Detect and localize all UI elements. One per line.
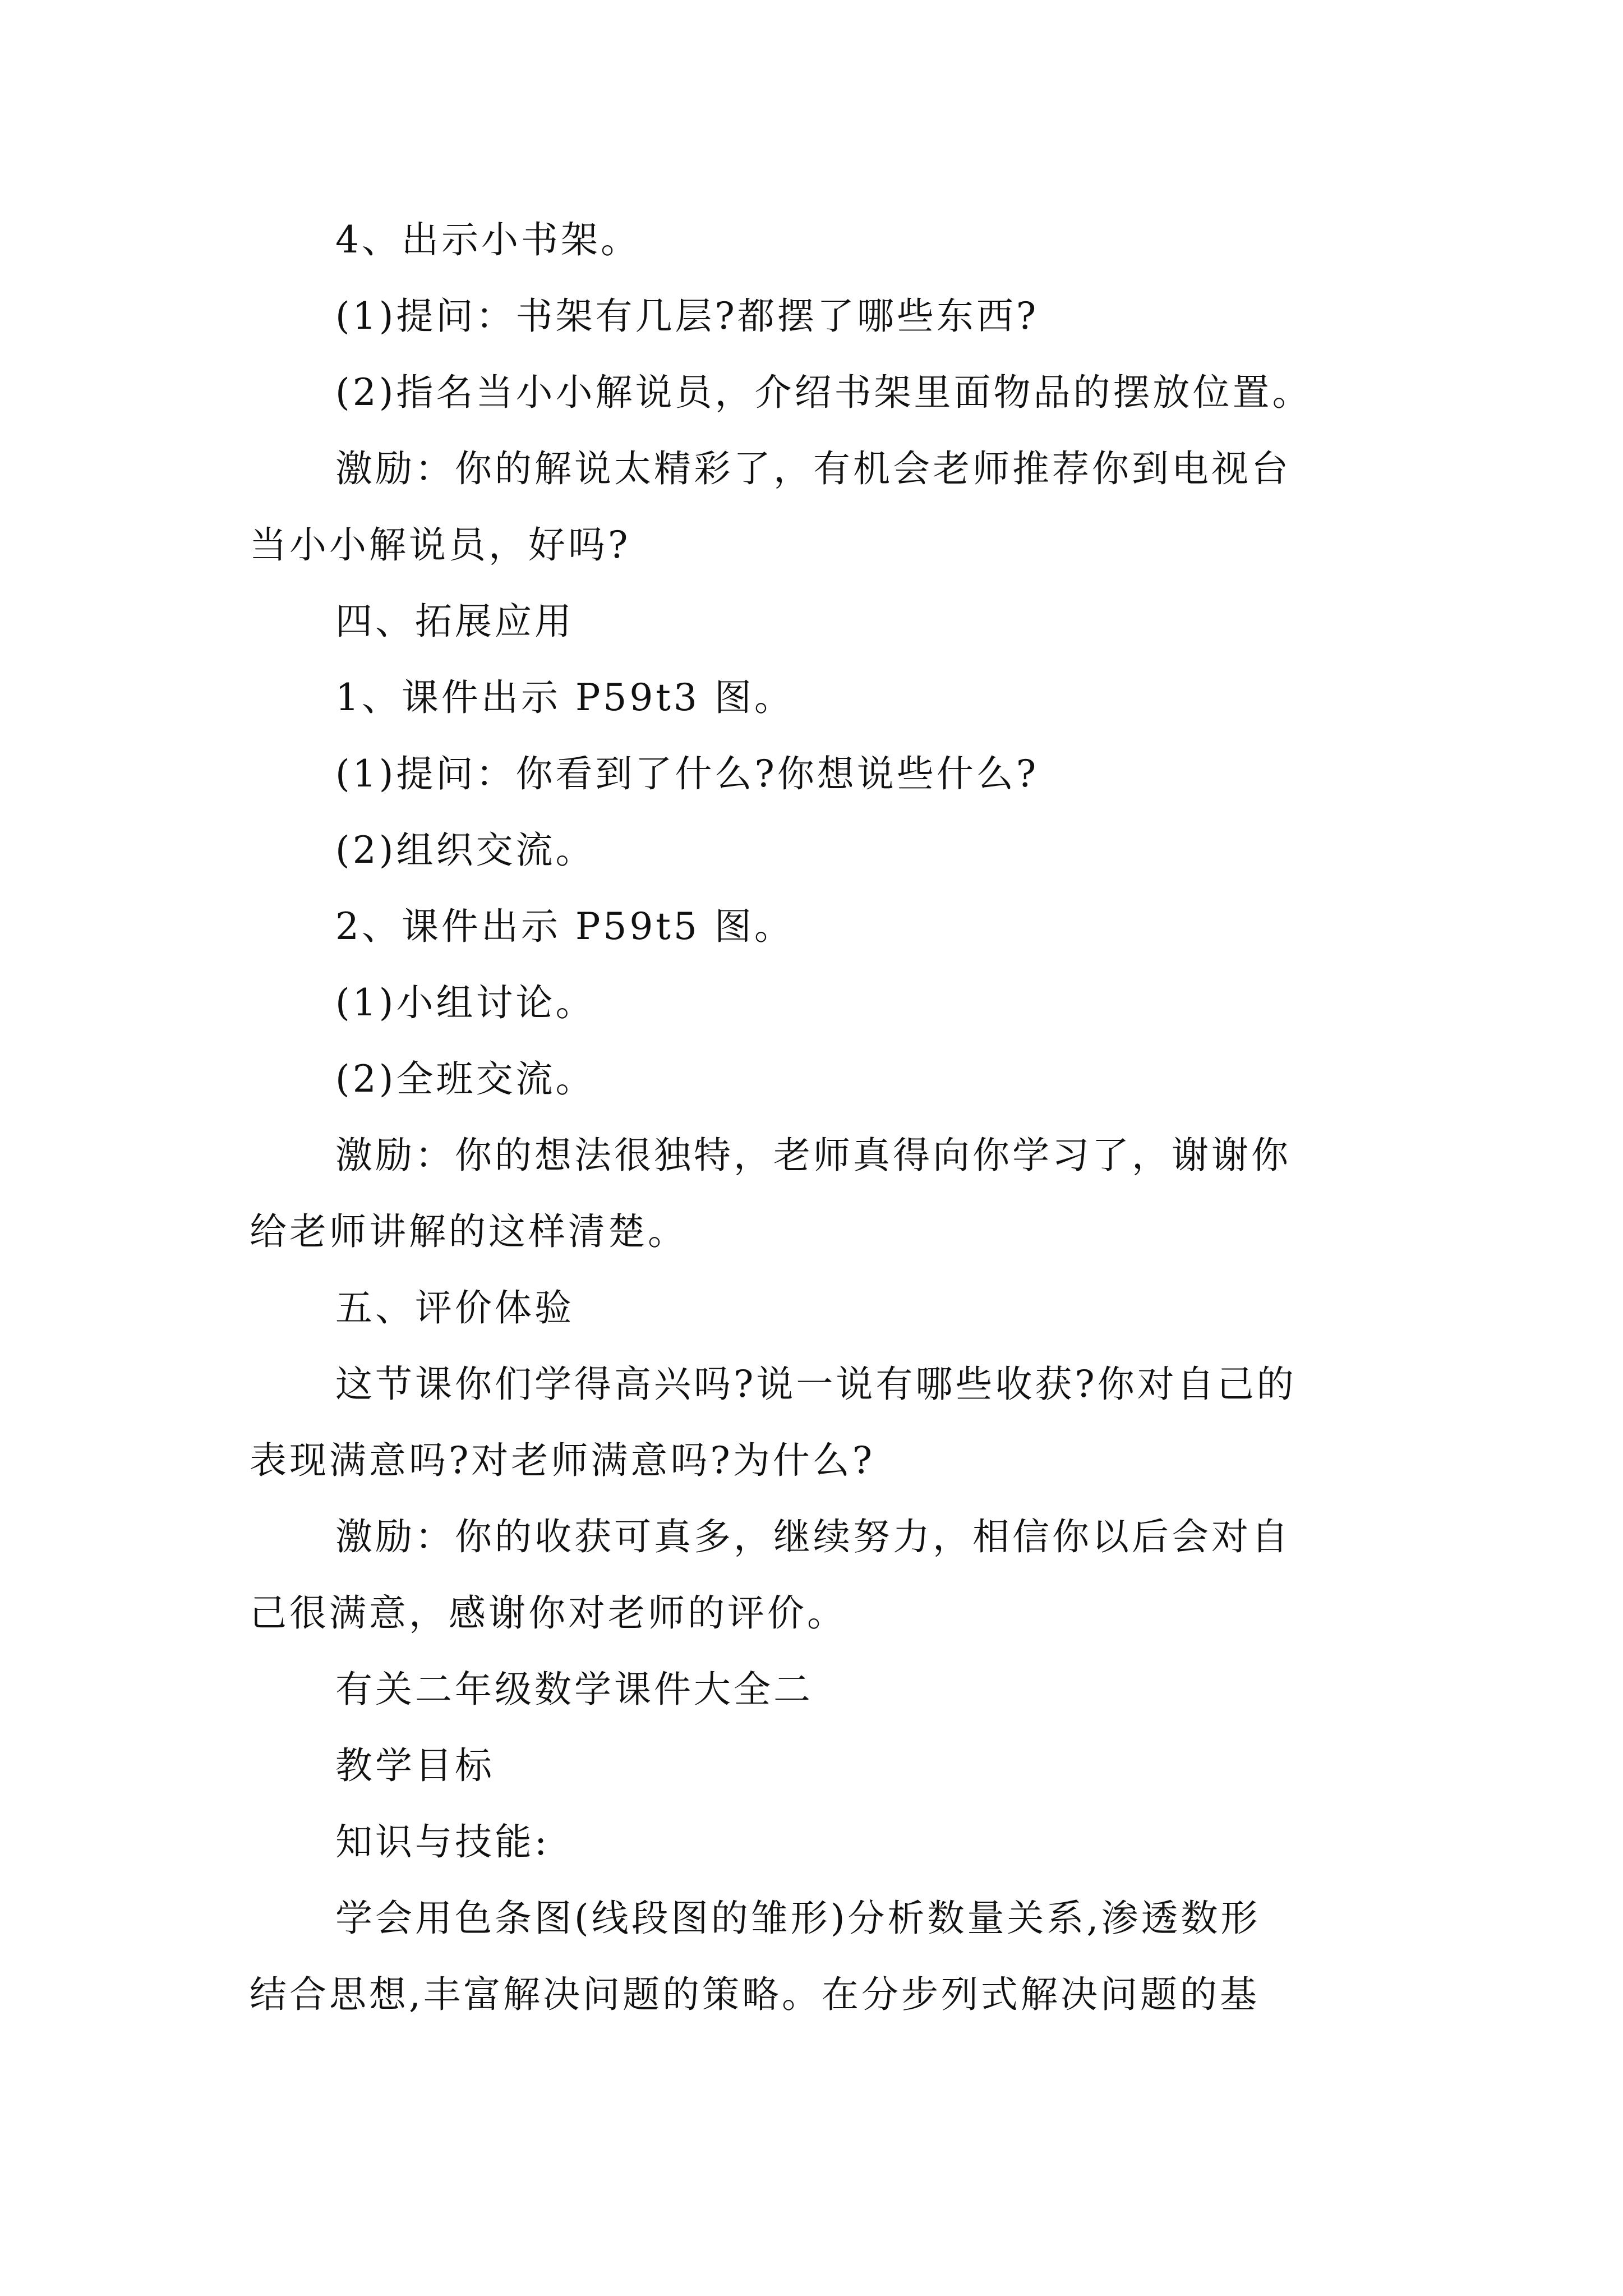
text-line: 表现满意吗?对老师满意吗?为什么?: [250, 1439, 875, 1482]
text-line: 2、课件出示 P59t5 图。: [335, 905, 794, 948]
text-line: 激励：你的收获可真多，继续努力，相信你以后会对自: [335, 1515, 1291, 1558]
text-line: 己很满意，感谢你对老师的评价。: [250, 1591, 847, 1635]
text-line: 学会用色条图(线段图的雏形)分析数量关系,渗透数形: [335, 1897, 1261, 1940]
subsection-heading: 知识与技能:: [335, 1820, 550, 1864]
section-heading: 五、评价体验: [335, 1286, 574, 1329]
text-line: 激励：你的解说太精彩了，有机会老师推荐你到电视台: [335, 447, 1291, 490]
text-line: 当小小解说员，好吗?: [250, 523, 631, 567]
text-line: (2)组织交流。: [335, 829, 596, 872]
section-heading: 教学目标: [335, 1744, 495, 1787]
text-line: 4、出示小书架。: [335, 218, 640, 261]
text-line: 1、课件出示 P59t3 图。: [335, 676, 794, 719]
section-heading: 四、拓展应用: [335, 600, 574, 643]
document-title: 有关二年级数学课件大全二: [335, 1668, 813, 1711]
text-line: (2)指名当小小解说员，介绍书架里面物品的摆放位置。: [335, 371, 1312, 414]
text-line: (1)提问：书架有几层?都摆了哪些东西?: [335, 295, 1039, 338]
text-line: 结合思想,丰富解决问题的策略。在分步列式解决问题的基: [250, 1973, 1260, 2016]
text-line: 给老师讲解的这样清楚。: [250, 1210, 688, 1253]
text-line: (2)全班交流。: [335, 1057, 596, 1101]
text-line: (1)小组讨论。: [335, 981, 596, 1024]
text-line: 激励：你的想法很独特，老师真得向你学习了，谢谢你: [335, 1134, 1291, 1177]
text-line: 这节课你们学得高兴吗?说一说有哪些收获?你对自己的: [335, 1363, 1297, 1406]
text-line: (1)提问：你看到了什么?你想说些什么?: [335, 752, 1039, 795]
